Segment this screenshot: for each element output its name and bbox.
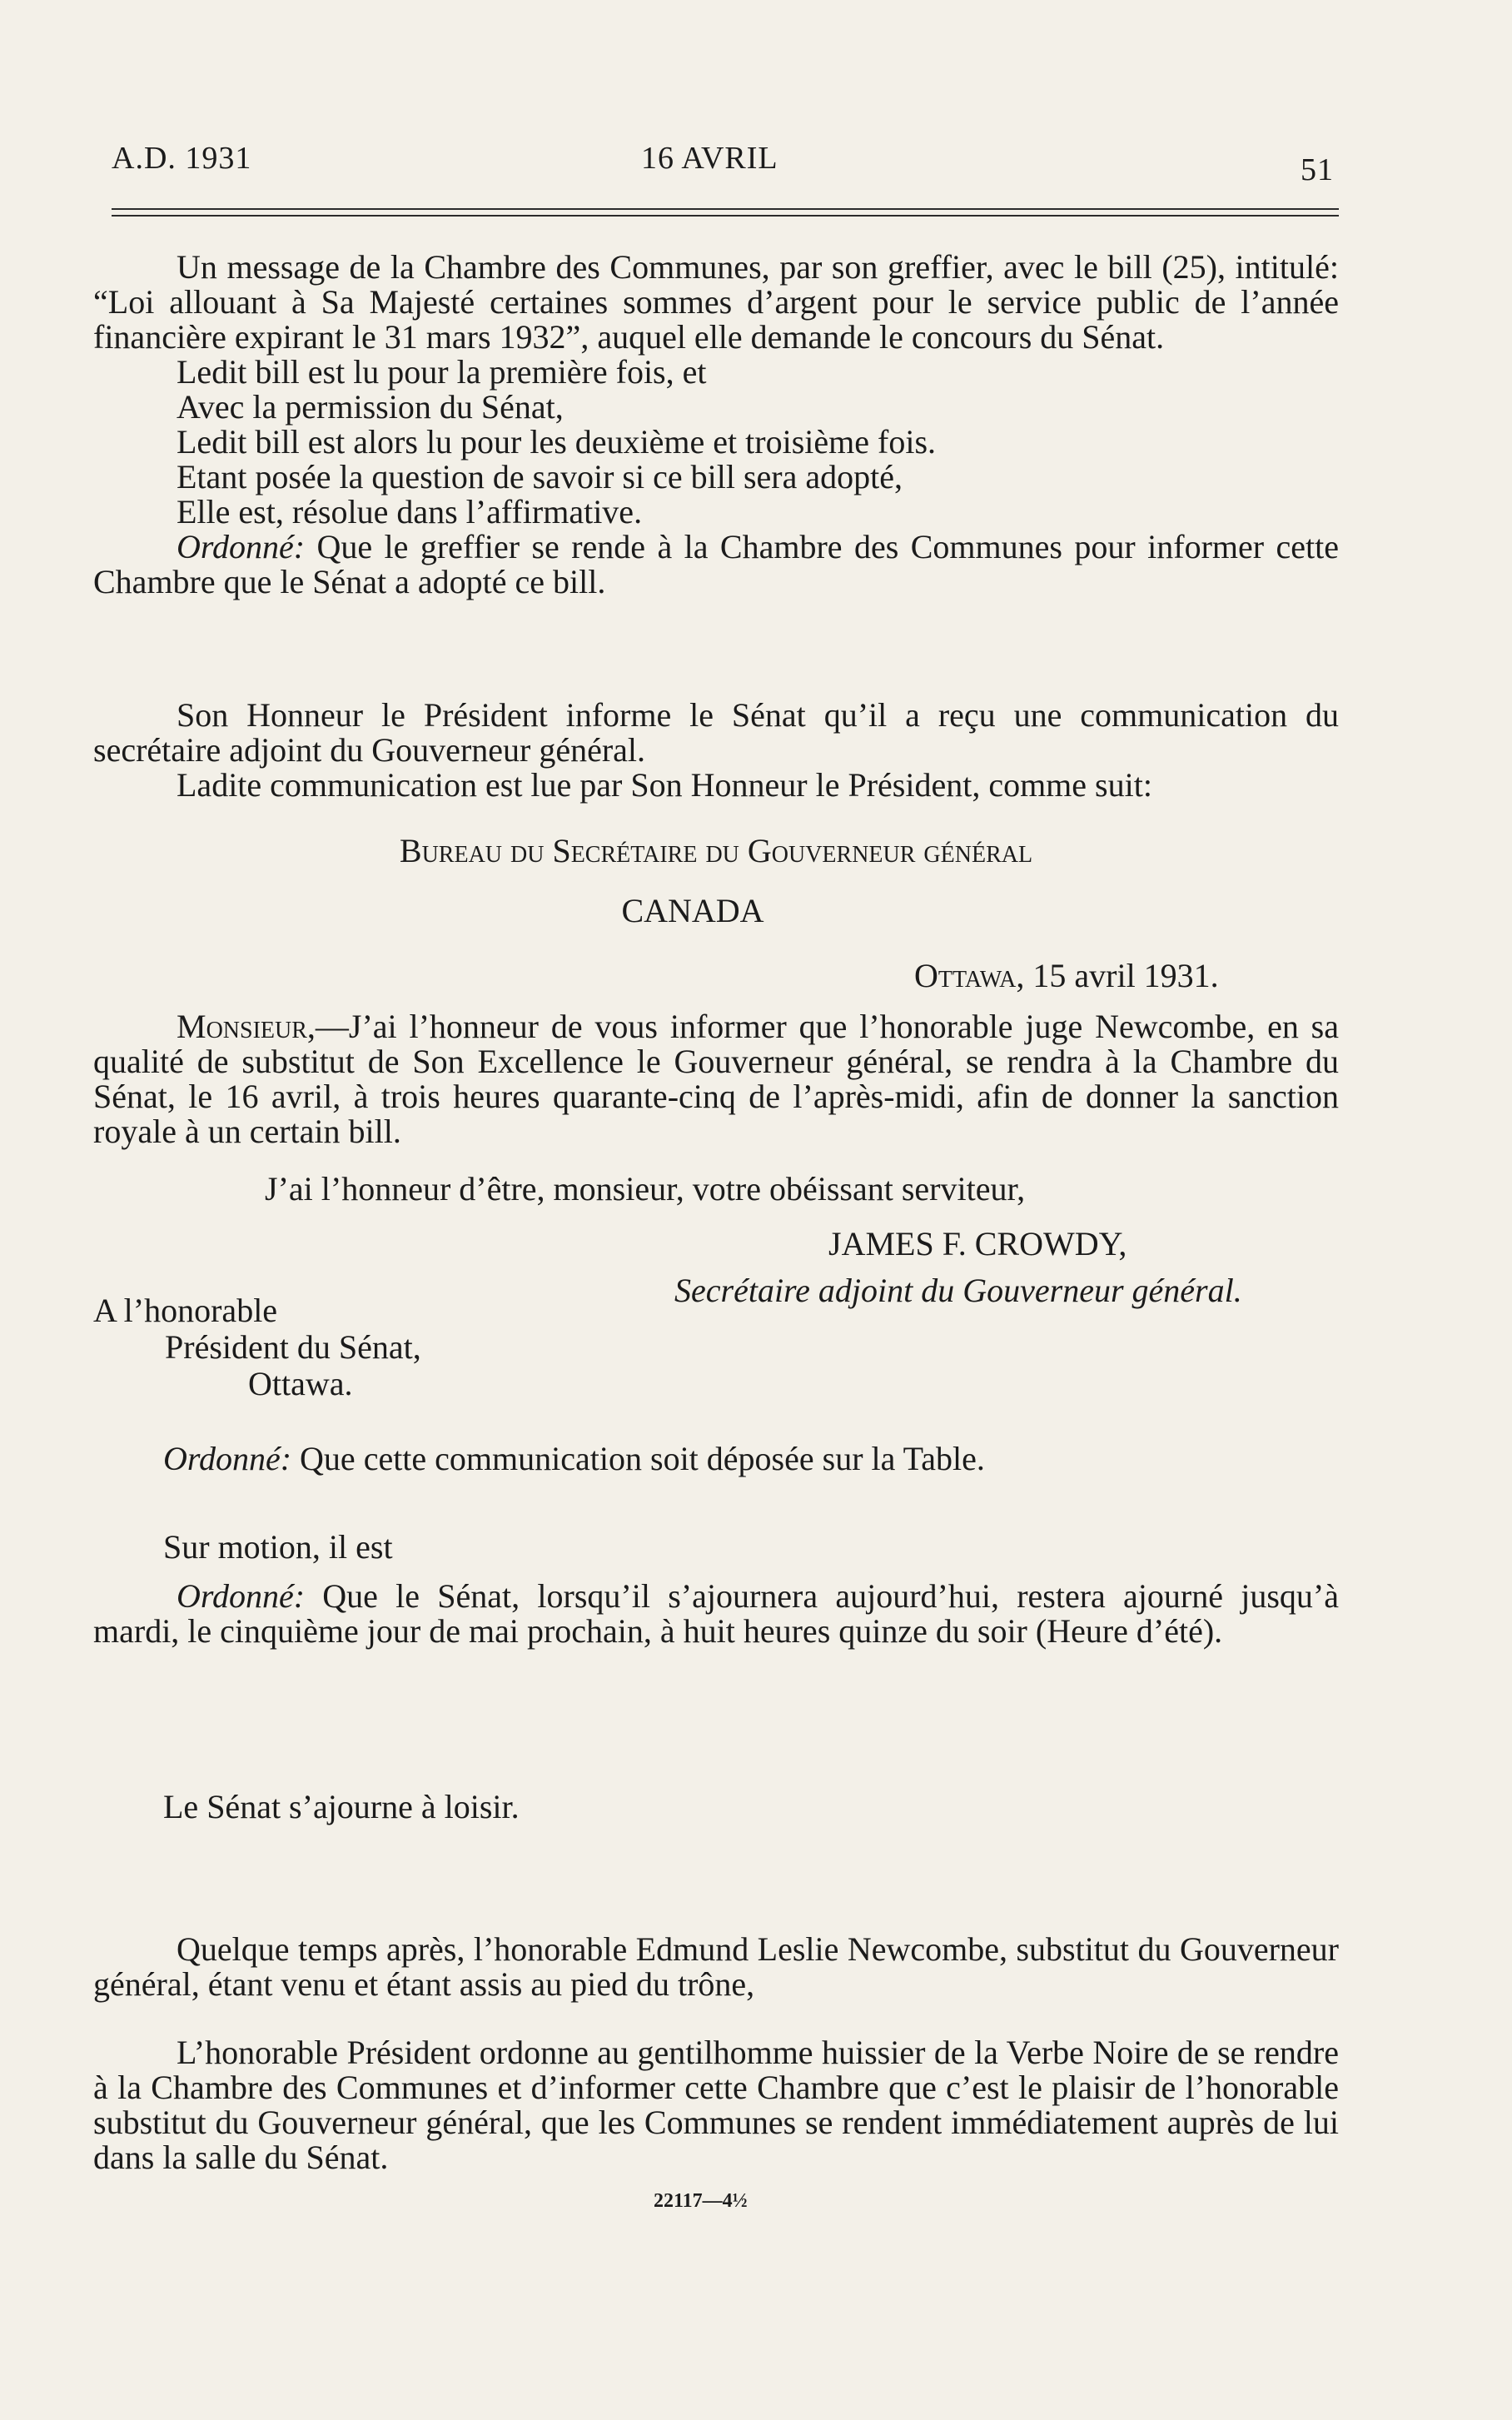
- communication-read-paragraph: Ladite communication est lue par Son Honneur le Président, comme suit:: [177, 766, 1152, 804]
- header-year: A.D. 1931: [112, 141, 252, 176]
- order-text: Que le greffier se rende à la Chambre des Communes pour informer cette Chambre que le Sénat a adopté ce bill.: [93, 528, 1339, 600]
- second-reading-line: Ledit bill est alors lu pour les deuxième et troisième fois.: [177, 423, 937, 461]
- motion-order-text: Que le Sénat, lorsqu’il s’ajournera aujourd’hui, restera ajourné jusqu’à mardi, le cinquième jour de mai prochain, à huit heures quinze du soir (Heure d’été).: [93, 1577, 1339, 1650]
- letter-closing: J’ai l’honneur d’être, monsieur, votre obéissant serviteur,: [265, 1170, 1026, 1208]
- letter-place: Ottawa,: [914, 957, 1025, 994]
- motion-order-label: Ordonné:: [177, 1577, 306, 1615]
- letter-salutation: Monsieur,: [177, 1008, 316, 1045]
- letter-signatory-title: Secrétaire adjoint du Gouverneur général.: [674, 1272, 1242, 1309]
- letter-addressee-line-3: Ottawa.: [248, 1365, 353, 1402]
- message-paragraph: Un message de la Chambre des Communes, par son greffier, avec le bill (25), intitulé: “Loi allouant à Sa Majesté certaines sommes d’argent pour le service public de l’année financière expirant le 31 mars 1932”, auquel elle demande le concours du Sénat.: [93, 248, 1339, 356]
- order-table-label: Ordonné:: [163, 1440, 292, 1477]
- letter-body-text: —J’ai l’honneur de vous informer que l’honorable juge Newcombe, en sa qualité de substitut de Son Excellence le Gouverneur général, se rendra à la Chambre du Sénat, le 16 avril, à trois heures quarante-cinq de l’après-midi, afin de donner la sanction royale à un certain bill.: [93, 1008, 1339, 1150]
- letter-date: 15 avril 1931.: [1024, 957, 1219, 994]
- later-paragraph-1: Quelque temps après, l’honorable Edmund Leslie Newcombe, substitut du Gouverneur général, étant venu et étant assis au pied du trône,: [93, 1930, 1339, 2003]
- motion-section: [93, 1579, 1339, 1649]
- question-line: Etant posée la question de savoir si ce bill sera adopté,: [177, 458, 903, 495]
- later-paragraph-2: L’honorable Président ordonne au gentilhomme huissier de la Verbe Noire de se rendre à la Chambre des Communes et d’informer cette Chambre que c’est le plaisir de l’honorable substitut du Gouverneur général, que les Communes se rendent immédiatement auprès de lui dans la salle du Sénat.: [93, 2034, 1339, 2176]
- order-paragraph: [93, 530, 1339, 600]
- letter-country: CANADA: [621, 892, 764, 929]
- order-label: Ordonné:: [177, 528, 306, 565]
- communication-paragraph: Son Honneur le Président informe le Sénat qu’il a reçu une communication du secrétaire adjoint du Gouverneur général.: [93, 696, 1339, 769]
- letter-addressee-line-2: Président du Sénat,: [165, 1328, 421, 1366]
- letter-dateline: [914, 958, 1219, 994]
- order-table-text: Que cette communication soit déposée sur la Table.: [291, 1440, 985, 1477]
- first-reading-line: Ledit bill est lu pour la première fois, et: [177, 353, 707, 391]
- header-rule: [112, 208, 1339, 210]
- letter-signatory: JAMES F. CROWDY,: [828, 1225, 1127, 1262]
- resolution-line: Elle est, résolue dans l’affirmative.: [177, 493, 643, 530]
- later-section: [93, 1932, 1339, 2175]
- letter-bureau: Bureau du Secrétaire du Gouverneur général: [399, 832, 1033, 869]
- page-number: 51: [1301, 152, 1334, 187]
- order-table-paragraph: [163, 1441, 985, 1477]
- permission-line: Avec la permission du Sénat,: [177, 388, 564, 426]
- header-rule-second: [112, 215, 1339, 217]
- header-date: 16 AVRIL: [641, 141, 778, 176]
- adjourn-line: Le Sénat s’ajourne à loisir.: [163, 1788, 520, 1825]
- motion-intro: Sur motion, il est: [163, 1528, 393, 1566]
- letter-addressee-line-1: A l’honorable: [93, 1292, 278, 1329]
- message-section: [93, 250, 1339, 600]
- letter-body: [93, 1009, 1339, 1149]
- footer-signature: 22117—4½: [654, 2190, 748, 2212]
- communication-section: [93, 698, 1339, 803]
